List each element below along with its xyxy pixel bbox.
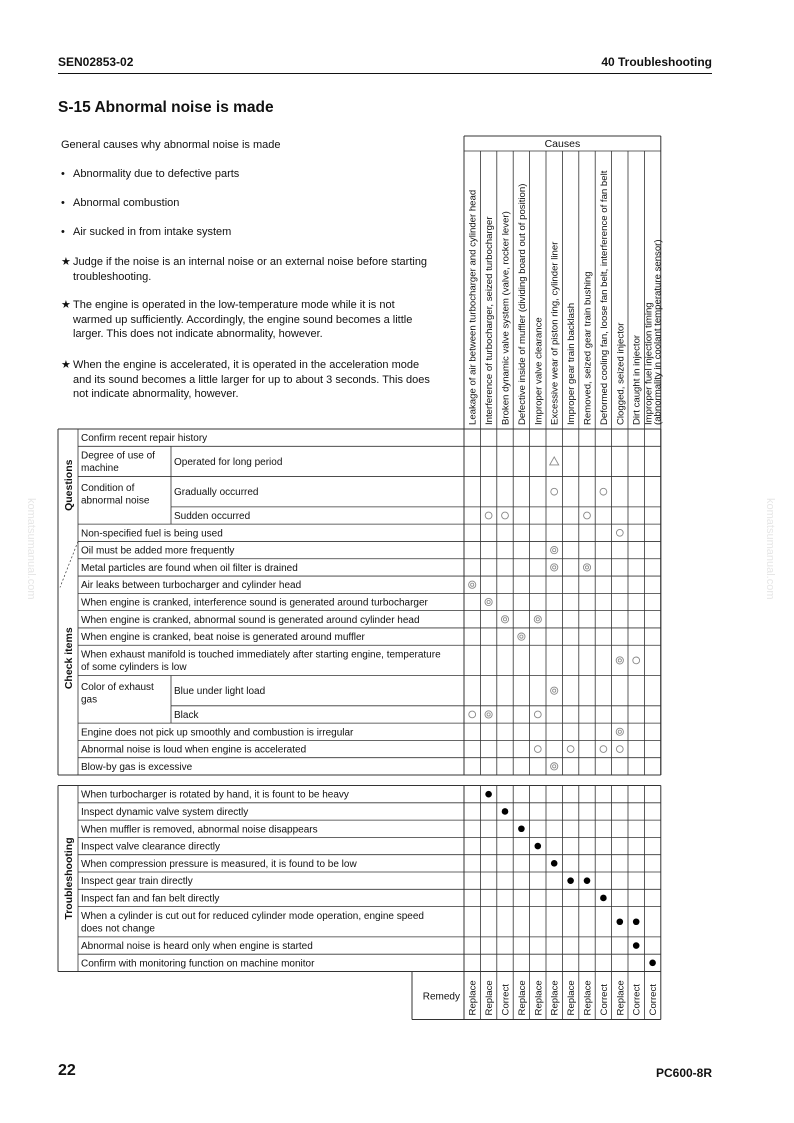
mark-circle: [600, 746, 607, 753]
watermark-right: komatsumanual.com: [764, 498, 776, 600]
mark-dot: [567, 877, 574, 884]
remedy-value: Replace: [549, 980, 561, 1016]
page-title: S-15 Abnormal noise is made: [58, 99, 274, 116]
mark-circle: [633, 657, 640, 664]
star-icon: ★: [61, 299, 71, 311]
mark-double-circle: [518, 633, 525, 640]
remedy-label: Remedy: [422, 991, 460, 1003]
row-sublabel: Gradually occurred: [174, 487, 259, 499]
mark-double-circle: [583, 564, 590, 571]
cause-label: Dirt caught in injector: [631, 334, 643, 425]
mark-circle: [534, 711, 541, 718]
remedy-value: Replace: [533, 980, 545, 1016]
mark-circle: [567, 746, 574, 753]
mark-double-circle: [551, 687, 558, 694]
row-label: When muffler is removed, abnormal noise disappears: [81, 824, 318, 836]
row-label: Condition of: [81, 483, 135, 495]
row-label: Abnormal noise is heard only when engine is started: [81, 941, 313, 953]
mark-double-circle: [469, 581, 476, 588]
bullet-mark: •: [61, 226, 65, 238]
star-icon: ★: [61, 359, 71, 371]
remedy-value: Correct: [500, 984, 512, 1016]
row-label: When a cylinder is cut out for reduced cylinder mode operation, engine speed: [81, 910, 424, 922]
row-label: When compression pressure is measured, it is found to be low: [81, 858, 357, 870]
mark-double-circle: [551, 763, 558, 770]
remedy-value: Replace: [582, 980, 594, 1016]
row-label: Degree of use of: [81, 450, 155, 462]
mark-double-circle: [616, 657, 623, 664]
cause-label: Deformed cooling fan, loose fan belt, interference of fan belt: [598, 170, 610, 425]
model-name: PC600-8R: [655, 1066, 712, 1080]
note-text: Judge if the noise is an internal noise or an external noise before starting troubleshooting.: [73, 256, 428, 283]
row-label: Oil must be added more frequently: [81, 545, 235, 557]
cause-label: Clogged, seized injector: [615, 322, 627, 425]
remedy-value: Correct: [648, 984, 660, 1016]
row-label: Engine does not pick up smoothly and combustion is irregular: [81, 727, 354, 739]
mark-double-circle-inner: [585, 566, 588, 569]
cause-label: Defective inside of muffler (dividing board out of position): [516, 183, 528, 425]
section-title: 40 Troubleshooting: [601, 55, 712, 69]
remedy-value: Replace: [516, 980, 528, 1016]
mark-double-circle: [485, 598, 492, 605]
doc-id: SEN02853-02: [58, 55, 134, 69]
remedy-value: Replace: [484, 980, 496, 1016]
mark-double-circle: [534, 616, 541, 623]
row-sublabel: Sudden occurred: [174, 511, 251, 522]
row-label: Inspect gear train directly: [81, 876, 193, 888]
mark-double-circle-inner: [487, 600, 490, 603]
mark-double-circle-inner: [520, 635, 523, 638]
mark-double-circle-inner: [536, 618, 539, 621]
cause-label: Leakage of air between turbocharger and cylinder head: [467, 189, 479, 425]
row-sublabel: Blue under light load: [174, 686, 266, 698]
remedy-value: Correct: [598, 984, 610, 1016]
mark-double-circle: [485, 711, 492, 718]
mark-dot: [617, 918, 624, 925]
star-icon: ★: [61, 256, 71, 268]
mark-dot: [633, 942, 640, 949]
mark-circle: [551, 488, 558, 495]
row-label: Abnormal noise is loud when engine is accelerated: [81, 744, 307, 756]
mark-circle: [584, 512, 591, 519]
row-label: When engine is cranked, abnormal sound is generated around cylinder head: [81, 614, 420, 626]
mark-circle: [469, 711, 476, 718]
row-label: When engine is cranked, beat noise is generated around muffler: [81, 632, 365, 644]
causes-header: Causes: [544, 138, 581, 150]
bullet-mark: •: [61, 197, 65, 209]
remedy-value: Replace: [467, 980, 479, 1016]
row-sublabel: Operated for long period: [174, 456, 283, 468]
cause-label: Removed, seized gear train bushing: [582, 271, 594, 425]
group-label: Troubleshooting: [63, 837, 75, 920]
mark-double-circle-inner: [618, 730, 621, 733]
mark-triangle: [550, 457, 559, 465]
row-sublabel: Black: [174, 709, 199, 721]
note-text: The engine is operated in the low-temperature mode while it is not warmed up sufficiently. Accordingly, the engine sound becomes a little larger. This does not indicate abnormality, however.: [73, 299, 413, 340]
row-label: Non-specified fuel is being used: [81, 528, 223, 540]
row-label: Inspect dynamic valve system directly: [81, 806, 249, 818]
mark-dot: [600, 895, 607, 902]
mark-circle: [534, 746, 541, 753]
row-label: does not change: [81, 923, 155, 935]
row-label: Confirm recent repair history: [81, 433, 208, 445]
mark-double-circle-inner: [471, 583, 474, 586]
mark-double-circle-inner: [553, 689, 556, 692]
note-text: When the engine is accelerated, it is operated in the acceleration mode and its sound becomes a little larger for up to about 3 seconds. This does not indicate abnormality, however.: [73, 359, 430, 400]
cause-label: (abnormality in coolant temperature sensor): [652, 239, 664, 425]
mark-double-circle-inner: [553, 566, 556, 569]
mark-circle: [600, 488, 607, 495]
mark-double-circle-inner: [553, 765, 556, 768]
row-label: Blow-by gas is excessive: [81, 761, 193, 773]
remedy-value: Replace: [566, 980, 578, 1016]
bullet-mark: •: [61, 168, 65, 180]
mark-circle: [485, 512, 492, 519]
row-label: Metal particles are found when oil filter is drained: [81, 562, 298, 574]
row-label: Inspect valve clearance directly: [81, 841, 220, 853]
mark-double-circle: [551, 564, 558, 571]
remedy-value: Replace: [615, 980, 627, 1016]
mark-double-circle: [551, 547, 558, 554]
mark-dot: [649, 960, 656, 967]
mark-dot: [551, 860, 558, 867]
row-label: Color of exhaust: [81, 682, 154, 694]
cause-label: Broken dynamic valve system (valve, rocker lever): [500, 211, 512, 425]
mark-double-circle-inner: [503, 618, 506, 621]
mark-dot: [502, 808, 509, 815]
mark-double-circle-inner: [553, 549, 556, 552]
mark-double-circle: [616, 728, 623, 735]
row-label: gas: [81, 694, 98, 706]
watermark-left: komatsumanual.com: [25, 498, 37, 600]
cause-label: Interference of turbocharger, seized turbocharger: [484, 216, 496, 425]
mark-circle: [616, 529, 623, 536]
page-number: 22: [58, 1062, 76, 1079]
row-label: machine: [81, 463, 119, 475]
mark-dot: [535, 843, 542, 850]
row-label: When exhaust manifold is touched immediately after starting engine, temperature: [81, 649, 441, 661]
mark-dot: [518, 825, 525, 832]
mark-double-circle: [501, 616, 508, 623]
cause-label: Improper fuel injection timing: [643, 302, 655, 425]
group-label: Questions: [63, 459, 75, 511]
row-label: abnormal noise: [81, 495, 150, 507]
row-label: When engine is cranked, interference sound is generated around turbocharger: [81, 597, 428, 609]
row-label: of some cylinders is low: [81, 662, 187, 674]
cause-label: Excessive wear of piston ring, cylinder liner: [549, 241, 561, 425]
row-label: Confirm with monitoring function on machine monitor: [81, 958, 315, 970]
row-label: Air leaks between turbocharger and cylinder head: [81, 580, 302, 592]
row-label: When turbocharger is rotated by hand, it is fount to be heavy: [81, 789, 349, 801]
bullet-text: Abnormal combustion: [73, 197, 180, 209]
row-label: Inspect fan and fan belt directly: [81, 893, 220, 905]
bracket-line: [60, 541, 78, 587]
mark-dot: [633, 918, 640, 925]
cause-label: Improper gear train backlash: [566, 302, 578, 425]
mark-circle: [616, 746, 623, 753]
mark-dot: [584, 877, 591, 884]
mark-dot: [485, 791, 492, 798]
bullet-text: Air sucked in from intake system: [73, 226, 232, 238]
intro-lead: General causes why abnormal noise is made: [61, 139, 281, 151]
cause-label: Improper valve clearance: [533, 317, 545, 425]
group-label: Check items: [63, 627, 75, 690]
mark-circle: [502, 512, 509, 519]
mark-double-circle-inner: [618, 659, 621, 662]
remedy-value: Correct: [631, 984, 643, 1016]
bullet-text: Abnormality due to defective parts: [73, 168, 240, 180]
mark-double-circle-inner: [487, 713, 490, 716]
